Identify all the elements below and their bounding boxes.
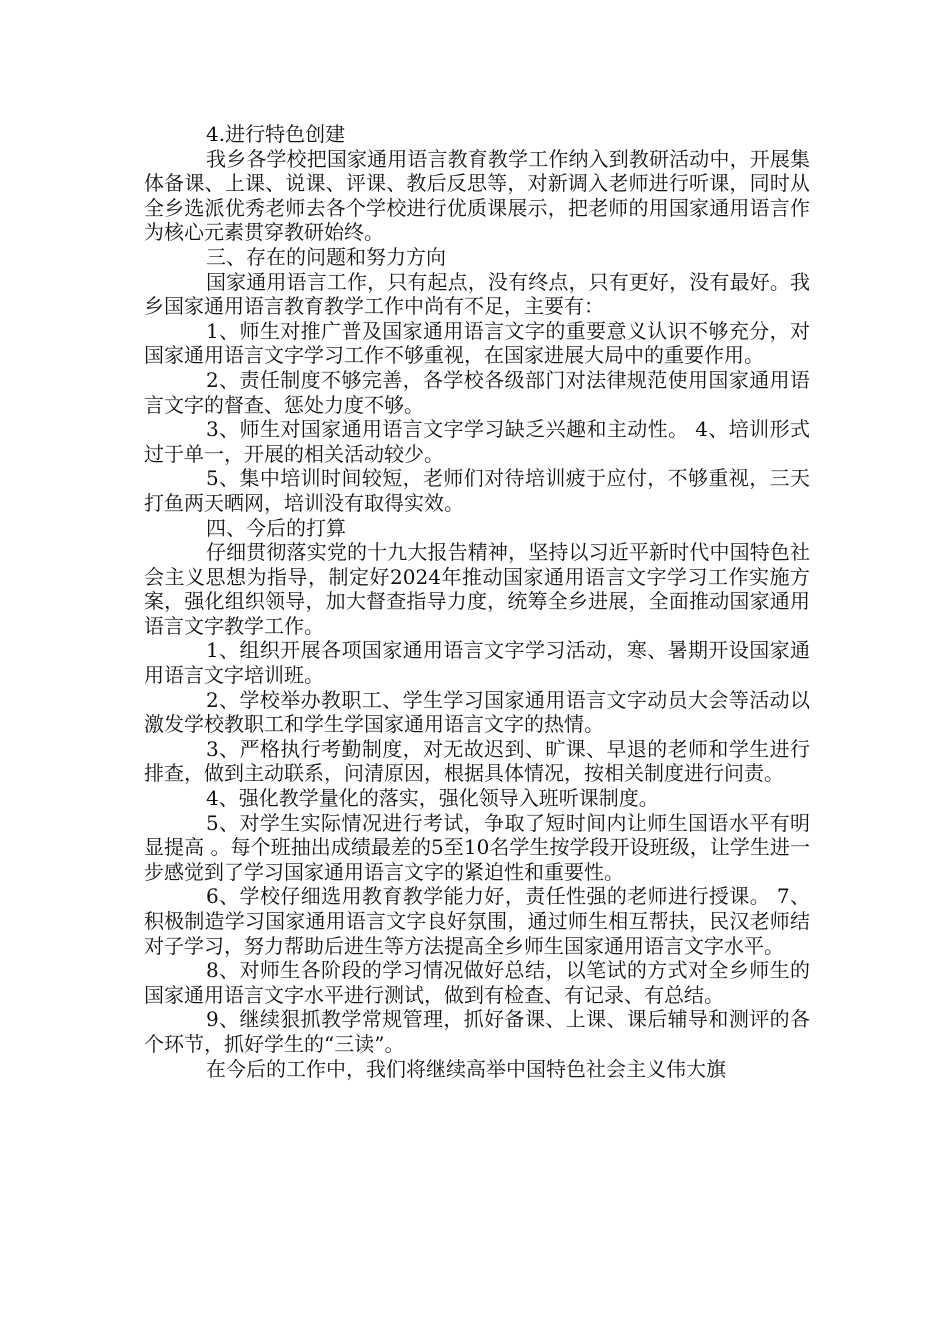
body-paragraph: 国家通用语言工作，只有起点，没有终点，只有更好，没有最好。我乡国家通用语言教育教学工作中尚有不足，主要有： [144, 269, 810, 319]
list-item: 4、强化教学量化的落实，强化领导入班听课制度。 [206, 786, 659, 811]
list-item: 5、集中培训时间较短，老师们对待培训疲于应付，不够重视，三天打鱼两天晒网，培训没有取得实效。 [144, 466, 810, 515]
list-item: 2、学校举办教职工、学生学习国家通用语言文字动员大会等活动以激发学校教职工和学生学国家通用语言文字的热情。 [144, 687, 810, 737]
list-item: 5、对学生实际情况进行考试，争取了短时间内让师生国语水平有明显提高 。每个班抽出成绩最差的5至10名学生按学段开设班级，让学生进一步感觉到了学习国家通用语言文字的紧迫性和重要性。 [144, 810, 810, 884]
list-item: 8、对师生各阶段的学习情况做好总结，以笔试的方式对全乡师生的国家通用语言文字水平进行测试，做到有检查、有记录、有总结。 [144, 958, 810, 1007]
list-item: 2、责任制度不够完善，各学校各级部门对法律规范使用国家通用语言文字的督查、惩处力度不够。 [144, 367, 810, 417]
section-heading: 三、存在的问题和努力方向 [206, 244, 446, 269]
document-body [144, 122, 810, 1081]
body-paragraph: 仔细贯彻落实党的十九大报告精神，坚持以习近平新时代中国特色社会主义思想为指导，制定好2024年推动国家通用语言文字学习工作实施方案，强化组织领导，加大督查指导力度，统筹全乡进展，全面推动国家通用语言文字教学工作。 [144, 540, 810, 638]
list-item: 1、师生对推广普及国家通用语言文字的重要意义认识不够充分，对国家通用语言文字学习工作不够重视，在国家进展大局中的重要作用。 [144, 318, 810, 368]
list-item: 6、学校仔细选用教育教学能力好，责任性强的老师进行授课。 7、积极制造学习国家通用语言文字良好氛围，通过师生相互帮扶，民汉老师结对子学习，努力帮助后进生等方法提高全乡师生国家通用语言文字水平。 [144, 884, 810, 958]
list-item: 9、继续狠抓教学常规管理，抓好备课、上课、课后辅导和测评的各个环节，抓好学生的“三读”。 [144, 1007, 810, 1056]
body-paragraph: 在今后的工作中，我们将继续高举中国特色社会主义伟大旗 [206, 1056, 726, 1081]
body-paragraph: 我乡各学校把国家通用语言教育教学工作纳入到教研活动中，开展集体备课、上课、说课、评课、教后反思等，对新调入老师进行听课，同时从全乡选派优秀老师去各个学校进行优质课展示，把老师的用国家通用语言作为核心元素贯穿教研始终。 [144, 146, 810, 245]
list-item: 1、组织开展各项国家通用语言文字学习活动，寒、暑期开设国家通用语言文字培训班。 [144, 638, 810, 688]
section-item-heading: 4.进行特色创建 [206, 122, 346, 146]
list-item: 3、师生对国家通用语言文字学习缺乏兴趣和主动性。 4、培训形式过于单一，开展的相关活动较少。 [144, 417, 810, 466]
section-heading: 四、今后的打算 [206, 515, 346, 540]
list-item: 3、严格执行考勤制度，对无故迟到、旷课、早退的老师和学生进行排查，做到主动联系，问清原因，根据具体情况，按相关制度进行问责。 [144, 736, 810, 786]
